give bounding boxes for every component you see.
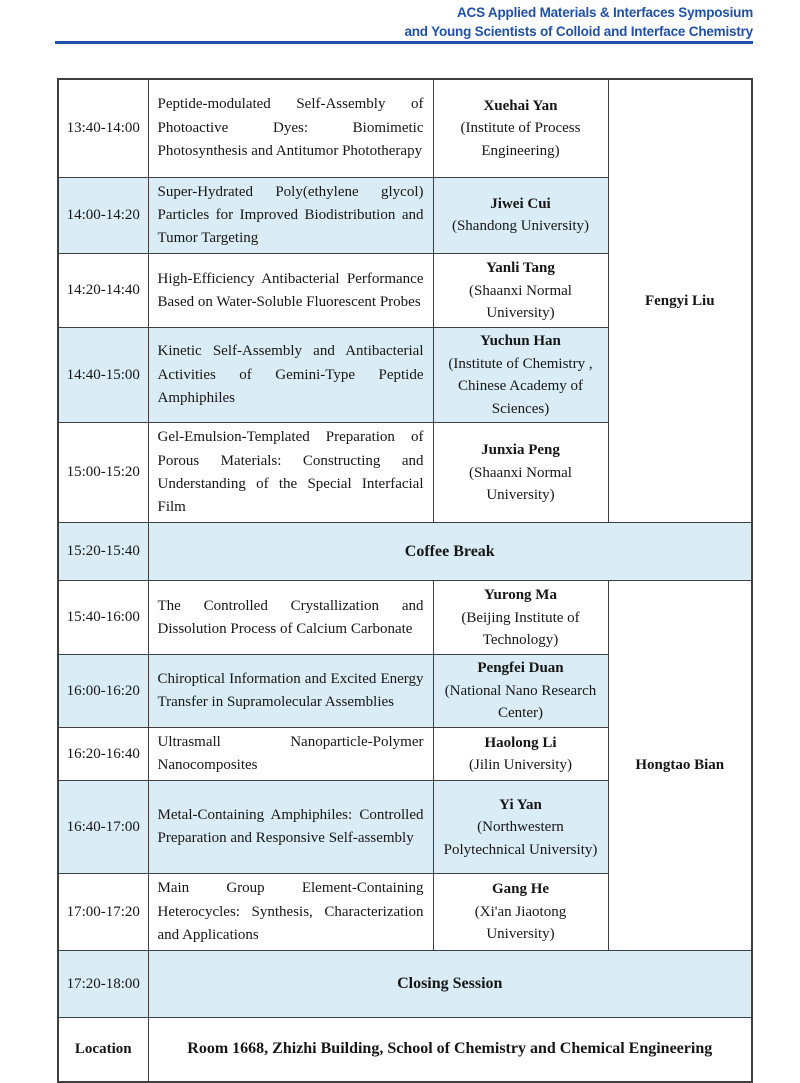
speaker-affiliation: (Northwestern Polytechnical University) bbox=[443, 819, 598, 858]
time-cell: 15:40-16:00 bbox=[58, 581, 148, 655]
speaker-cell bbox=[433, 79, 608, 177]
speaker-affiliation: (Beijing Institute of Technology) bbox=[461, 609, 580, 648]
schedule-row bbox=[58, 79, 752, 177]
speaker-affiliation: (Institute of Chemistry , Chinese Academy of Sciences) bbox=[448, 355, 593, 417]
time-cell: 13:40-14:00 bbox=[58, 79, 148, 177]
chair-cell: Fengyi Liu bbox=[608, 79, 752, 523]
talk-title-cell: Kinetic Self-Assembly and Antibacterial Activities of Gemini-Type Peptide Amphiphiles bbox=[148, 328, 433, 423]
talk-title-cell: High-Efficiency Antibacterial Performance Based on Water-Soluble Fluorescent Probes bbox=[148, 254, 433, 328]
speaker-affiliation: (Institute of Process Engineering) bbox=[460, 120, 581, 159]
talk-title-cell: Peptide-modulated Self-Assembly of Photoactive Dyes: Biomimetic Photosynthesis and Antitumor Phototherapy bbox=[148, 79, 433, 177]
break-label-cell: Closing Session bbox=[148, 951, 752, 1018]
speaker-cell bbox=[433, 423, 608, 523]
speaker-affiliation: (Shaanxi Normal University) bbox=[469, 464, 572, 503]
speaker-affiliation: (Xi'an Jiaotong University) bbox=[474, 903, 567, 943]
speaker-name: Yuchun Han bbox=[480, 333, 561, 350]
header-line-2: and Young Scientists of Colloid and Interface Chemistry bbox=[404, 23, 753, 39]
talk-title-cell: Chiroptical Information and Excited Energy Transfer in Supramolecular Assemblies bbox=[148, 655, 433, 728]
time-cell: 16:40-17:00 bbox=[58, 781, 148, 874]
schedule-row bbox=[58, 951, 752, 1018]
time-cell: 14:40-15:00 bbox=[58, 328, 148, 423]
speaker-name: Yi Yan bbox=[499, 796, 542, 813]
speaker-cell bbox=[433, 328, 608, 423]
speaker-cell bbox=[433, 177, 608, 254]
time-cell: Location bbox=[58, 1018, 148, 1082]
speaker-name: Yanli Tang bbox=[486, 260, 555, 276]
schedule-row bbox=[58, 581, 752, 655]
speaker-cell bbox=[433, 874, 608, 951]
talk-title-cell: Main Group Element-Containing Heterocycles: Synthesis, Characterization and Applications bbox=[148, 874, 433, 951]
speaker-affiliation: (Jilin University) bbox=[469, 757, 572, 773]
time-cell: 14:20-14:40 bbox=[58, 254, 148, 328]
location-value-cell: Room 1668, Zhizhi Building, School of Chemistry and Chemical Engineering bbox=[148, 1018, 752, 1082]
time-cell: 17:00-17:20 bbox=[58, 874, 148, 951]
schedule-row bbox=[58, 523, 752, 581]
header-divider-rule bbox=[55, 41, 753, 44]
chair-cell: Hongtao Bian bbox=[608, 581, 752, 951]
break-label-cell: Coffee Break bbox=[148, 523, 752, 581]
speaker-cell bbox=[433, 655, 608, 728]
speaker-cell bbox=[433, 581, 608, 655]
speaker-cell bbox=[433, 254, 608, 328]
talk-title-cell: Gel-Emulsion-Templated Preparation of Porous Materials: Constructing and Understanding of the Special Interfacial Film bbox=[148, 423, 433, 523]
speaker-affiliation: (National Nano Research Center) bbox=[444, 682, 597, 722]
speaker-cell bbox=[433, 727, 608, 781]
talk-title-cell: Ultrasmall Nanoparticle-Polymer Nanocomposites bbox=[148, 727, 433, 781]
schedule-table-body bbox=[58, 79, 752, 1082]
speaker-name: Yurong Ma bbox=[484, 587, 557, 603]
talk-title-cell: Metal-Containing Amphiphiles: Controlled Preparation and Responsive Self-assembly bbox=[148, 781, 433, 874]
speaker-name: Pengfei Duan bbox=[477, 660, 564, 677]
speaker-name: Junxia Peng bbox=[481, 442, 560, 458]
time-cell: 16:20-16:40 bbox=[58, 727, 148, 781]
schedule-table bbox=[57, 78, 753, 1083]
speaker-cell bbox=[433, 781, 608, 874]
speaker-affiliation: (Shandong University) bbox=[451, 218, 590, 235]
speaker-affiliation: (Shaanxi Normal University) bbox=[469, 282, 572, 321]
speaker-name: Xuehai Yan bbox=[483, 97, 558, 114]
time-cell: 16:00-16:20 bbox=[58, 655, 148, 728]
time-cell: 15:20-15:40 bbox=[58, 523, 148, 581]
time-cell: 14:00-14:20 bbox=[58, 177, 148, 254]
talk-title-cell: The Controlled Crystallization and Dissolution Process of Calcium Carbonate bbox=[148, 581, 433, 655]
speaker-name: Jiwei Cui bbox=[490, 195, 551, 212]
header-line-1: ACS Applied Materials & Interfaces Symposium bbox=[456, 5, 753, 20]
time-cell: 17:20-18:00 bbox=[58, 951, 148, 1018]
time-cell: 15:00-15:20 bbox=[58, 423, 148, 523]
speaker-name: Haolong Li bbox=[484, 734, 557, 751]
schedule-row bbox=[58, 1018, 752, 1082]
speaker-name: Gang He bbox=[491, 881, 550, 898]
page-header bbox=[55, 4, 753, 42]
talk-title-cell: Super-Hydrated Poly(ethylene glycol) Particles for Improved Biodistribution and Tumor Targeting bbox=[148, 177, 433, 254]
